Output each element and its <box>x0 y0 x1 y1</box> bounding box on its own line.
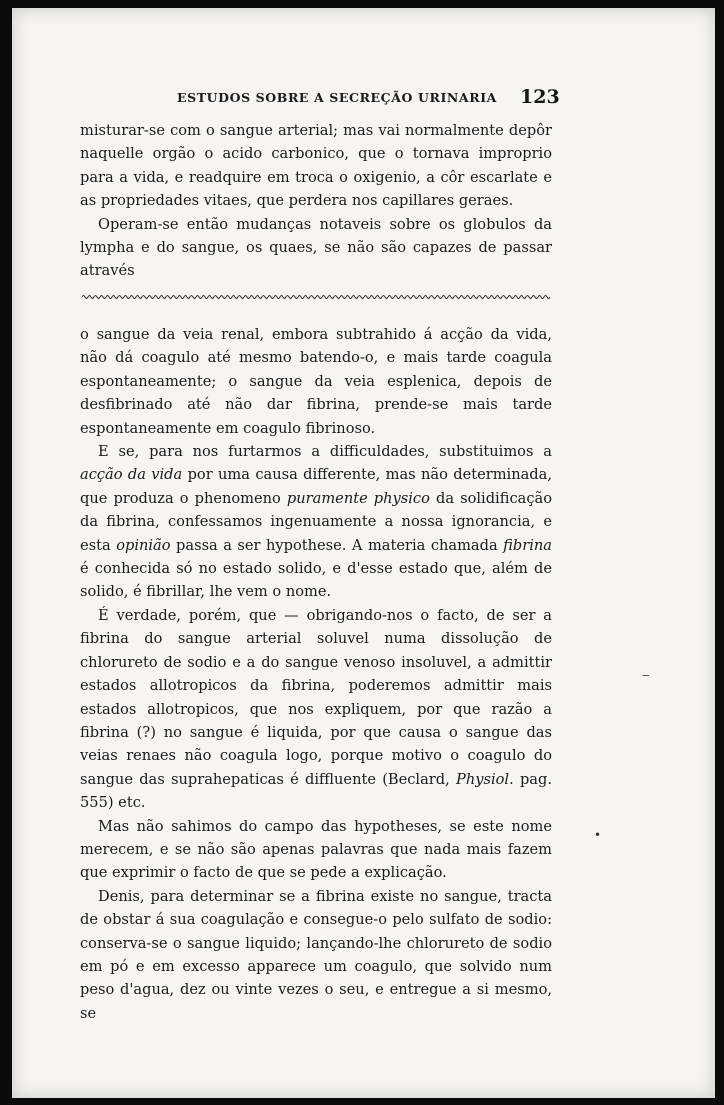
italic-term: fibrina <box>503 536 552 554</box>
running-head <box>12 86 715 110</box>
paragraph-lymph: Operam-se então mudanças notaveis sobre os globulos da lympha e do sangue, os quaes, se não são capazes de passar através <box>80 215 552 280</box>
paragraph-vital-action <box>80 440 552 604</box>
text-run: passa a ser hypothese. A materia chamada <box>170 536 504 554</box>
paragraph-continued: misturar-se com o sangue arterial; mas vai normalmente depôr naquelle orgão o acido carbonico, que o tornava improprio para a vida, e readquire em troca o oxigenio, a côr escarlate e as propriedades vitaes, que perdera nos capillares geraes. <box>80 122 552 210</box>
text-run: é conhecida só no estado solido, e d'esse estado que, além de solido, é fibrillar, lhe vem o nome. <box>80 560 552 601</box>
book-page <box>12 8 715 1098</box>
margin-mark: ‒ <box>642 668 650 682</box>
italic-term: puramente physico <box>286 489 430 507</box>
text-run: da solidificação da fibrina, confessamos ingenuamente a nossa ignorancia, e esta <box>80 489 552 554</box>
margin-mark: • <box>594 828 602 842</box>
text-run: É verdade, porém, que — obrigando-nos o facto, de ser a fibrina do sangue arterial soluvel numa dissolução de chlorureto de sodio e a do sangue venoso insoluvel, a admittir estados allotropicos da fibrina, poderemos admittir mais estados allotropicos, que nos expliquem, por que razão a fibrina (?) no sangue é liquida, por que causa o sangue das veias renaes não coagula logo, porque motivo o coagulo do sangue das suprahepaticas é diffluente (Beclard, <box>80 606 552 788</box>
paragraph-hypotheses: Mas não sahimos do campo das hypotheses, se este nome merecem, e se não são apenas palavras que nada mais fazem que exprimir o facto de que se pede a explicação. <box>80 817 552 882</box>
top-text-block <box>80 119 552 283</box>
italic-term: Physiol. <box>456 770 514 788</box>
running-title: ESTUDOS SOBRE A SECREÇÃO URINARIA <box>177 90 497 105</box>
paragraph-renal-vein: o sangue da veia renal, embora subtrahido á acção da vida, não dá coagulo até mesmo batendo-o, e mais tarde coagula espontaneamente; o sangue da veia esplenica, depois de desfibrinado até não dar fibrina, prende-se mais tarde espontaneamente em coagulo fibrinoso. <box>80 326 552 437</box>
italic-term: acção da vida <box>80 466 183 484</box>
italic-term: opinião <box>116 536 171 554</box>
page-number: 123 <box>520 86 560 108</box>
text-run: pag. 555) etc. <box>80 770 552 812</box>
wavy-separator-rule <box>82 294 550 300</box>
text-run: por uma causa differente, mas não determinada, que produza o phenomeno <box>80 466 552 507</box>
main-text-block <box>80 323 552 1025</box>
paragraph-allotropic <box>80 604 552 815</box>
paragraph-denis: Denis, para determinar se a fibrina existe no sangue, tracta de obstar á sua coagulação e consegue-o pelo sulfato de sodio: conserva-se o sangue liquido; lançando-lhe chlorureto de sodio em pó e em excesso apparece um coagulo, que solvido num peso d'agua, dez ou vinte vezes o seu, e entregue a si mesmo, se <box>80 887 552 1022</box>
text-run: E se, para nos furtarmos a difficuldades, substituimos a <box>98 443 552 461</box>
